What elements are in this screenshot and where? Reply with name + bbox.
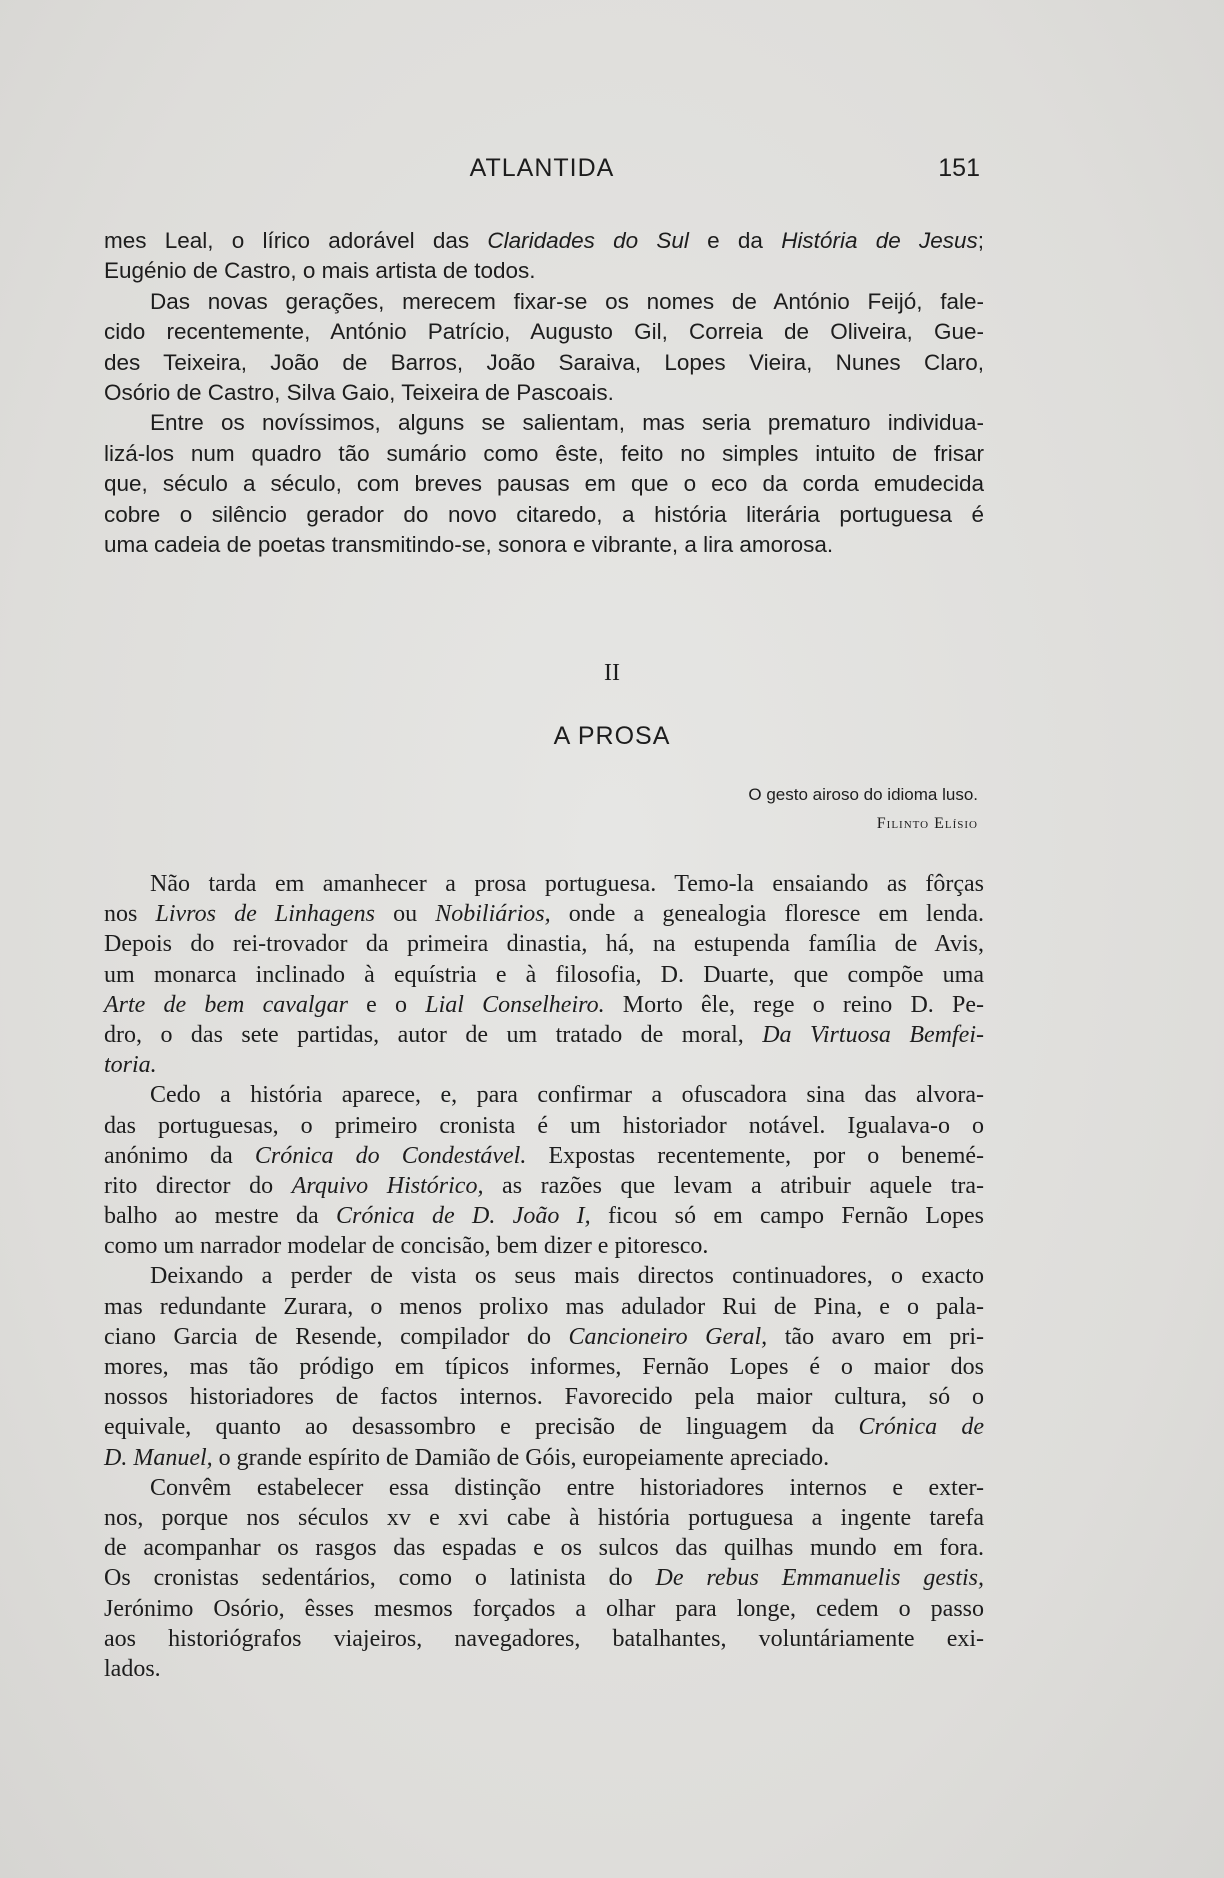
- text-run: Os cronistas sedentários, como o latinista do: [104, 1565, 656, 1592]
- paragraph: [104, 287, 984, 409]
- text-run: nos, porque nos séculos xv e xvi cabe à história portuguesa a ingente tarefa: [104, 1504, 984, 1531]
- text-run: mes Leal, o lírico adorável das: [104, 228, 488, 253]
- text-line: [104, 1533, 984, 1563]
- text-run: dro, o das sete partidas, autor de um tratado de moral,: [104, 1021, 763, 1048]
- running-title: ATLANTIDA: [469, 154, 615, 182]
- italic-title: Cancioneiro Geral,: [568, 1323, 768, 1350]
- paragraph: [104, 1473, 984, 1684]
- text-line: [104, 500, 984, 530]
- text-line: [104, 1080, 984, 1110]
- text-line: [104, 1594, 984, 1624]
- text-line: [104, 1141, 984, 1171]
- text-run: mores, mas tão pródigo em típicos informes, Fernão Lopes é o maior dos: [104, 1354, 984, 1380]
- text-line: [104, 348, 984, 378]
- italic-title: Crónica do Condestável.: [254, 1142, 527, 1169]
- text-run: nossos historiadores de factos internos. Favorecido pela maior cultura, só o: [104, 1384, 984, 1411]
- text-run: Não tarda em amanhecer a prosa portuguesa. Temo-la ensaiando as fôrças: [150, 871, 984, 897]
- text-run: lizá-los num quadro tão sumário como êste, feito no simples intuito de frisar: [104, 440, 984, 466]
- text-line: [104, 1171, 984, 1201]
- text-run: o grande espírito de Damião de Góis, europeiamente apreciado.: [212, 1444, 830, 1471]
- text-run: cobre o silêncio gerador do novo citaredo, a história literária portuguesa é: [104, 501, 984, 527]
- italic-title: Crónica de D. João I,: [335, 1203, 591, 1230]
- text-run: que, século a século, com breves pausas em que o eco da corda emudecida: [104, 471, 984, 497]
- text-run: anónimo da: [104, 1142, 255, 1169]
- section-title: A PROSA: [553, 722, 671, 750]
- text-line: [104, 408, 984, 438]
- text-line: [104, 1231, 984, 1261]
- italic-title: História de Jesus: [781, 228, 978, 253]
- text-line: [104, 869, 984, 899]
- text-line: [104, 1654, 984, 1684]
- text-run: Deixando a perder de vista os seus mais directos continuadores, o exacto: [150, 1263, 984, 1290]
- text-run: lados.: [104, 1655, 161, 1682]
- text-line: [104, 439, 984, 469]
- text-line: [104, 226, 984, 256]
- text-line: [104, 1412, 984, 1442]
- text-line: [104, 929, 984, 959]
- text-run: ou: [374, 901, 436, 928]
- text-line: [104, 469, 984, 499]
- italic-title: toria.: [104, 1052, 157, 1079]
- text-run: Depois do rei-trovador da primeira dinastia, há, na estupenda família de Avis,: [104, 931, 984, 958]
- text-run: Das novas gerações, merecem fixar-se os nomes de António Feijó, fale-: [150, 288, 984, 314]
- text-line: [104, 1563, 984, 1593]
- text-line: [104, 378, 984, 408]
- text-run: Eugénio de Castro, o mais artista de todos.: [104, 258, 536, 284]
- body-text-bottom: [104, 869, 984, 1684]
- text-line: [104, 287, 984, 317]
- text-line: [104, 1382, 984, 1412]
- text-line: [104, 1292, 984, 1322]
- epigraph-quote: O gesto airoso do idioma luso.: [748, 785, 978, 804]
- text-line: [104, 899, 984, 929]
- text-run: mas redundante Zurara, o menos prolixo mas adulador Rui de Pina, e o pala-: [104, 1293, 984, 1320]
- text-run: rito director do: [104, 1172, 292, 1199]
- italic-title: Da Virtuosa Bemfei-: [762, 1021, 984, 1048]
- body-text-top: [104, 226, 984, 560]
- text-line: [104, 1111, 984, 1141]
- italic-title: D. Manuel,: [104, 1444, 213, 1471]
- text-line: [104, 1624, 984, 1654]
- paragraph: [104, 226, 984, 287]
- text-run: e da: [688, 228, 782, 253]
- text-line: [104, 317, 984, 347]
- text-line: [104, 990, 984, 1020]
- italic-title: Nobiliários,: [435, 901, 551, 928]
- text-run: des Teixeira, João de Barros, João Saraiva, Lopes Vieira, Nunes Claro,: [104, 349, 984, 375]
- paragraph: [104, 408, 984, 560]
- text-run: das portuguesas, o primeiro cronista é um historiador notável. Igualava-o o: [104, 1112, 984, 1139]
- epigraph-author: Filinto Elísio: [876, 815, 978, 832]
- text-run: de acompanhar os rasgos das espadas e os sulcos das quilhas mundo em fora.: [104, 1535, 984, 1562]
- text-run: como um narrador modelar de concisão, bem dizer e pitoresco.: [104, 1233, 709, 1260]
- text-run: onde a genealogia floresce em lenda.: [550, 901, 984, 928]
- text-line: [104, 1443, 984, 1473]
- text-line: [104, 1050, 984, 1080]
- text-run: Osório de Castro, Silva Gaio, Teixeira de Pascoais.: [104, 379, 614, 405]
- text-run: aos historiógrafos viajeiros, navegadores, batalhantes, voluntáriamente exi-: [104, 1625, 984, 1652]
- italic-title: Livros de Linhagens: [155, 901, 375, 928]
- text-run: nos: [104, 901, 156, 928]
- text-line: [104, 1322, 984, 1352]
- text-line: [104, 1473, 984, 1503]
- page-number: 151: [938, 154, 980, 182]
- text-run: equivale, quanto ao desassombro e precisão de linguagem da: [104, 1414, 859, 1441]
- text-run: as razões que levam a atribuir aquele tra-: [483, 1172, 985, 1199]
- text-line: [104, 1261, 984, 1291]
- paragraph: [104, 869, 984, 1080]
- text-run: balho ao mestre da: [104, 1203, 336, 1230]
- text-run: tão avaro em pri-: [767, 1323, 985, 1350]
- text-run: Jerónimo Osório, êsses mesmos forçados a olhar para longe, cedem o passo: [104, 1595, 984, 1622]
- text-run: ficou só em campo Fernão Lopes: [590, 1203, 984, 1230]
- text-run: um monarca inclinado à equístria e à filosofia, D. Duarte, que compõe uma: [104, 961, 984, 988]
- italic-title: Arquivo Histórico,: [291, 1172, 484, 1199]
- text-run: cido recentemente, António Patrício, Augusto Gil, Correia de Oliveira, Gue-: [104, 319, 984, 345]
- section-numeral: II: [604, 660, 620, 686]
- epigraph: [748, 780, 978, 838]
- text-run: Morto êle, rege o reino D. Pe-: [604, 991, 985, 1018]
- paragraph: [104, 1080, 984, 1261]
- text-run: Entre os novíssimos, alguns se salientam, mas seria prematuro individua-: [150, 410, 984, 436]
- italic-title: Crónica de: [858, 1414, 984, 1441]
- running-header: [104, 154, 980, 194]
- text-run: Expostas recentemente, por o benemé-: [526, 1142, 985, 1169]
- text-run: ;: [977, 228, 985, 253]
- italic-title: Lial Conselheiro.: [425, 991, 605, 1018]
- text-run: Cedo a história aparece, e, para confirmar a ofuscadora sina das alvora-: [150, 1082, 984, 1109]
- text-run: uma cadeia de poetas transmitindo-se, sonora e vibrante, a lira amorosa.: [104, 531, 834, 557]
- text-line: [104, 1352, 984, 1382]
- text-run: e o: [347, 991, 426, 1018]
- paragraph: [104, 1261, 984, 1472]
- italic-title: De rebus Emmanuelis gestis,: [655, 1565, 984, 1592]
- text-line: [104, 1201, 984, 1231]
- text-line: [104, 1020, 984, 1050]
- italic-title: Claridades do Sul: [487, 228, 689, 253]
- text-line: [104, 256, 984, 286]
- text-line: [104, 1503, 984, 1533]
- text-run: ciano Garcia de Resende, compilador do: [104, 1323, 569, 1350]
- text-run: Convêm estabelecer essa distinção entre historiadores internos e exter-: [150, 1474, 984, 1501]
- italic-title: Arte de bem cavalgar: [104, 991, 348, 1018]
- text-line: [104, 960, 984, 990]
- text-line: [104, 530, 984, 560]
